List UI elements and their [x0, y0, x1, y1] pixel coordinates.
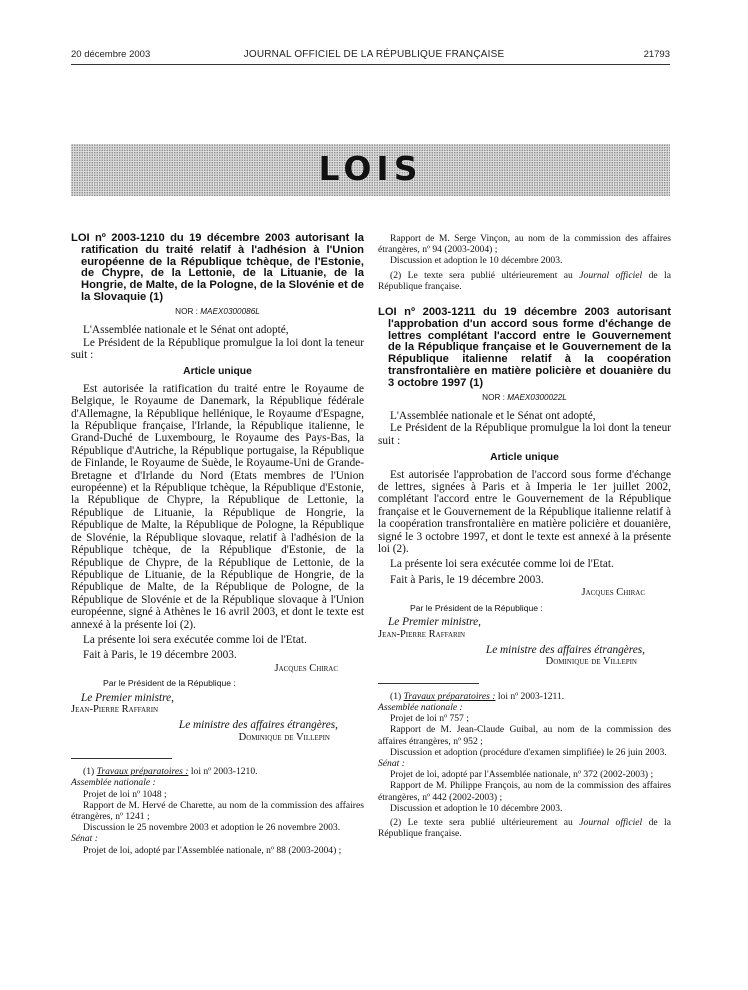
left-column	[71, 233, 364, 856]
law1-pm-name: Jean-Pierre Raffarin	[71, 703, 159, 715]
law1-fn-travaux-label: Travaux préparatoires :	[96, 766, 189, 778]
law2-fn-number: (1)	[390, 690, 402, 702]
law2-by-president: Par le Président de la République :	[410, 602, 543, 613]
law1-execution: La présente loi sera exécutée comme loi de l'Etat.	[83, 633, 307, 646]
header-date: 20 décembre 2003	[71, 49, 151, 60]
law2-fn-assemblee: Assemblée nationale :	[378, 701, 463, 713]
law1-article-heading: Article unique	[183, 366, 252, 378]
law2-pm-title: Le Premier ministre,	[388, 616, 481, 629]
section-banner	[71, 144, 670, 196]
law2-fn-senat-projet: Projet de loi, adopté par l'Assemblée nationale, nº 372 (2002-2003) ;	[390, 769, 654, 781]
law1-cont-rapport: Rapport de M. Serge Vinçon, au nom de la commission des affaires étrangères, nº 94 (2003-2004) ;	[378, 233, 671, 256]
law1-nor	[71, 306, 364, 318]
law1-signer: Jacques Chirac	[274, 662, 338, 674]
law2-fn-senat: Sénat :	[378, 757, 405, 769]
law1-fn-discussion: Discussion le 25 novembre 2003 et adoption le 26 novembre 2003.	[83, 822, 341, 834]
right-column	[378, 233, 671, 839]
law2-article-text: Est autorisée l'approbation de l'accord sous forme d'échange de lettres, signées à Paris et à Imperia le 1er juillet 2002, complétant l'accord entre le Gouvernement de la République française et le Gouvernement de la République italienne relatif à la coopération transfrontalière en matière policière et douanière, signé le 3 octobre 1997, et dont le texte est annexé à la présente loi (2).	[378, 468, 671, 556]
law2-intro-adopted: L'Assemblée nationale et le Sénat ont adopté,	[390, 410, 596, 422]
law2-fn-senat-rapport: Rapport de M. Philippe François, au nom de la commission des affaires étrangères, nº 442 (2002-2003) ;	[378, 780, 671, 803]
law1-title: LOI nº 2003-1210 du 19 décembre 2003 autorisant la ratification du traité relatif à l'adhésion à l'Union européenne de la République tchèque, de l'Estonie, de Chypre, de la Lettonie, de la Lituanie, de la Hongrie, de Malte, de la Pologne, de la Slovénie et de la Slovaquie (1)	[71, 232, 364, 303]
law1-footnote-rule	[71, 758, 172, 759]
law1-fn-senat-projet: Projet de loi, adopté par l'Assemblée nationale, nº 88 (2003-2004) ;	[83, 844, 342, 856]
law1-footnotes	[71, 766, 364, 856]
law2-note2-text: (2) Le texte sera publié ultérieurement au	[390, 816, 573, 828]
law2-footnotes	[378, 691, 671, 840]
law2-intro-promulgation: Le Président de la République promulgue la loi dont la teneur suit :	[378, 422, 671, 447]
header-journal-title: JOURNAL OFFICIEL DE LA RÉPUBLIQUE FRANÇAISE	[243, 49, 505, 60]
law2-footnote-rule	[378, 683, 479, 684]
law1-note2	[378, 270, 671, 292]
law2-note2-end: de la République française.	[378, 816, 671, 840]
section-banner-title: LOIS	[318, 149, 423, 188]
law2-signer: Jacques Chirac	[581, 587, 645, 599]
law1-minister-name: Dominique de Villepin	[238, 731, 330, 743]
law1-footnote-continued	[378, 233, 671, 292]
law2-fn-senat-discussion: Discussion et adoption le 10 décembre 2003.	[390, 802, 563, 814]
law2-done-at: Fait à Paris, le 19 décembre 2003.	[390, 573, 544, 586]
header-divider	[71, 64, 670, 65]
law1-article-text: Est autorisée la ratification du traité entre le Royaume de Belgique, le Royaume de Danemark, la République fédérale d'Allemagne, la République hellénique, le Royaume d'Espagne, la République française, l'Irlande, la République italienne, le Grand-Duché de Luxembourg, le Royaume des Pays-Bas, la République d'Autriche, la République portugaise, la République de Finlande, le Royaume de Suède, le Royaume-Uni de Grande-Bretagne et d'Irlande du Nord (Etats membres de l'Union européenne) et la République tchèque, la République d'Estonie, la République de Chypre, la République de Lettonie, la République de Lituanie, la République de Hongrie, la République de Malte, la République de Pologne, la République de Slovénie, la République slovaque, relatif à l'adhésion de la République tchèque, de la République d'Estonie, de la République de Chypre, de la République de Lettonie, de la République de Lituanie, de la République de Hongrie, de la République de Malte, de la République de Pologne, de la République de Slovénie et de la République slovaque à l'Union européenne, signé à Athènes le 16 avril 2003, et dont le texte est annexé à la présente loi (2).	[71, 382, 364, 631]
header-page-number: 21793	[643, 49, 670, 60]
law1-nor-label: NOR :	[175, 306, 198, 316]
law1-intro-adopted: L'Assemblée nationale et le Sénat ont adopté,	[83, 324, 289, 337]
law2-note2	[378, 817, 671, 839]
law1-done-at: Fait à Paris, le 19 décembre 2003.	[83, 649, 237, 662]
law1-cont-discussion: Discussion et adoption le 10 décembre 2003.	[390, 255, 563, 267]
law1-intro-promulgation: Le Président de la République promulgue la loi dont la teneur suit :	[71, 336, 364, 361]
law1-pm-title: Le Premier ministre,	[81, 691, 174, 704]
law1-minister-title: Le ministre des affaires étrangères,	[178, 719, 338, 732]
law2-fn-travaux	[378, 691, 671, 702]
law1-note2-journal: Journal officiel	[579, 269, 643, 281]
law1-note2-text: (2) Le texte sera publié ultérieurement au	[390, 269, 573, 281]
law2-note2-journal: Journal officiel	[579, 816, 643, 828]
law2-fn-rapport: Rapport de M. Jean-Claude Guibal, au nom de la commission des affaires étrangères, nº 952 ;	[378, 724, 671, 747]
law2-fn-law-ref: loi nº 2003-1211.	[497, 690, 565, 702]
law2-nor-code: MAEX0300022L	[507, 392, 567, 402]
law1-fn-assemblee: Assemblée nationale :	[71, 777, 156, 789]
law2-fn-discussion: Discussion et adoption (procédure d'examen simplifiée) le 26 juin 2003.	[390, 746, 667, 758]
law2-fn-projet: Projet de loi nº 757 ;	[390, 713, 469, 725]
law2-minister-name: Dominique de Villepin	[545, 656, 637, 668]
law2-title: LOI nº 2003-1211 du 19 décembre 2003 autorisant l'approbation d'un accord sous forme d'échange de lettres complétant l'accord entre le Gouvernement de la République française et le Gouvernement de la République italienne relatif à la coopération transfrontalière en matière policière et douanière du 3 octobre 1997 (1)	[378, 306, 671, 389]
law2-nor	[378, 392, 671, 404]
law2-fn-travaux-label: Travaux préparatoires :	[403, 690, 496, 702]
law1-fn-number: (1)	[83, 766, 95, 778]
law1-fn-travaux	[71, 766, 364, 777]
law1-fn-rapport: Rapport de M. Hervé de Charette, au nom de la commission des affaires étrangères, nº 1241 ;	[71, 799, 364, 822]
law1-fn-senat: Sénat :	[71, 833, 98, 845]
law1-fn-projet: Projet de loi nº 1048 ;	[83, 788, 167, 800]
law2-minister-title: Le ministre des affaires étrangères,	[485, 643, 645, 656]
law2-pm-name: Jean-Pierre Raffarin	[378, 628, 466, 640]
law1-by-president: Par le Président de la République :	[103, 678, 236, 689]
law1-note2-end: de la République française.	[378, 269, 671, 292]
law1-nor-code: MAEX0300086L	[200, 306, 260, 316]
law2-nor-label: NOR :	[482, 392, 505, 402]
law1-fn-law-ref: loi nº 2003-1210.	[190, 766, 258, 778]
law2-article-heading: Article unique	[490, 452, 559, 464]
law2-execution: La présente loi sera exécutée comme loi de l'Etat.	[390, 558, 614, 571]
